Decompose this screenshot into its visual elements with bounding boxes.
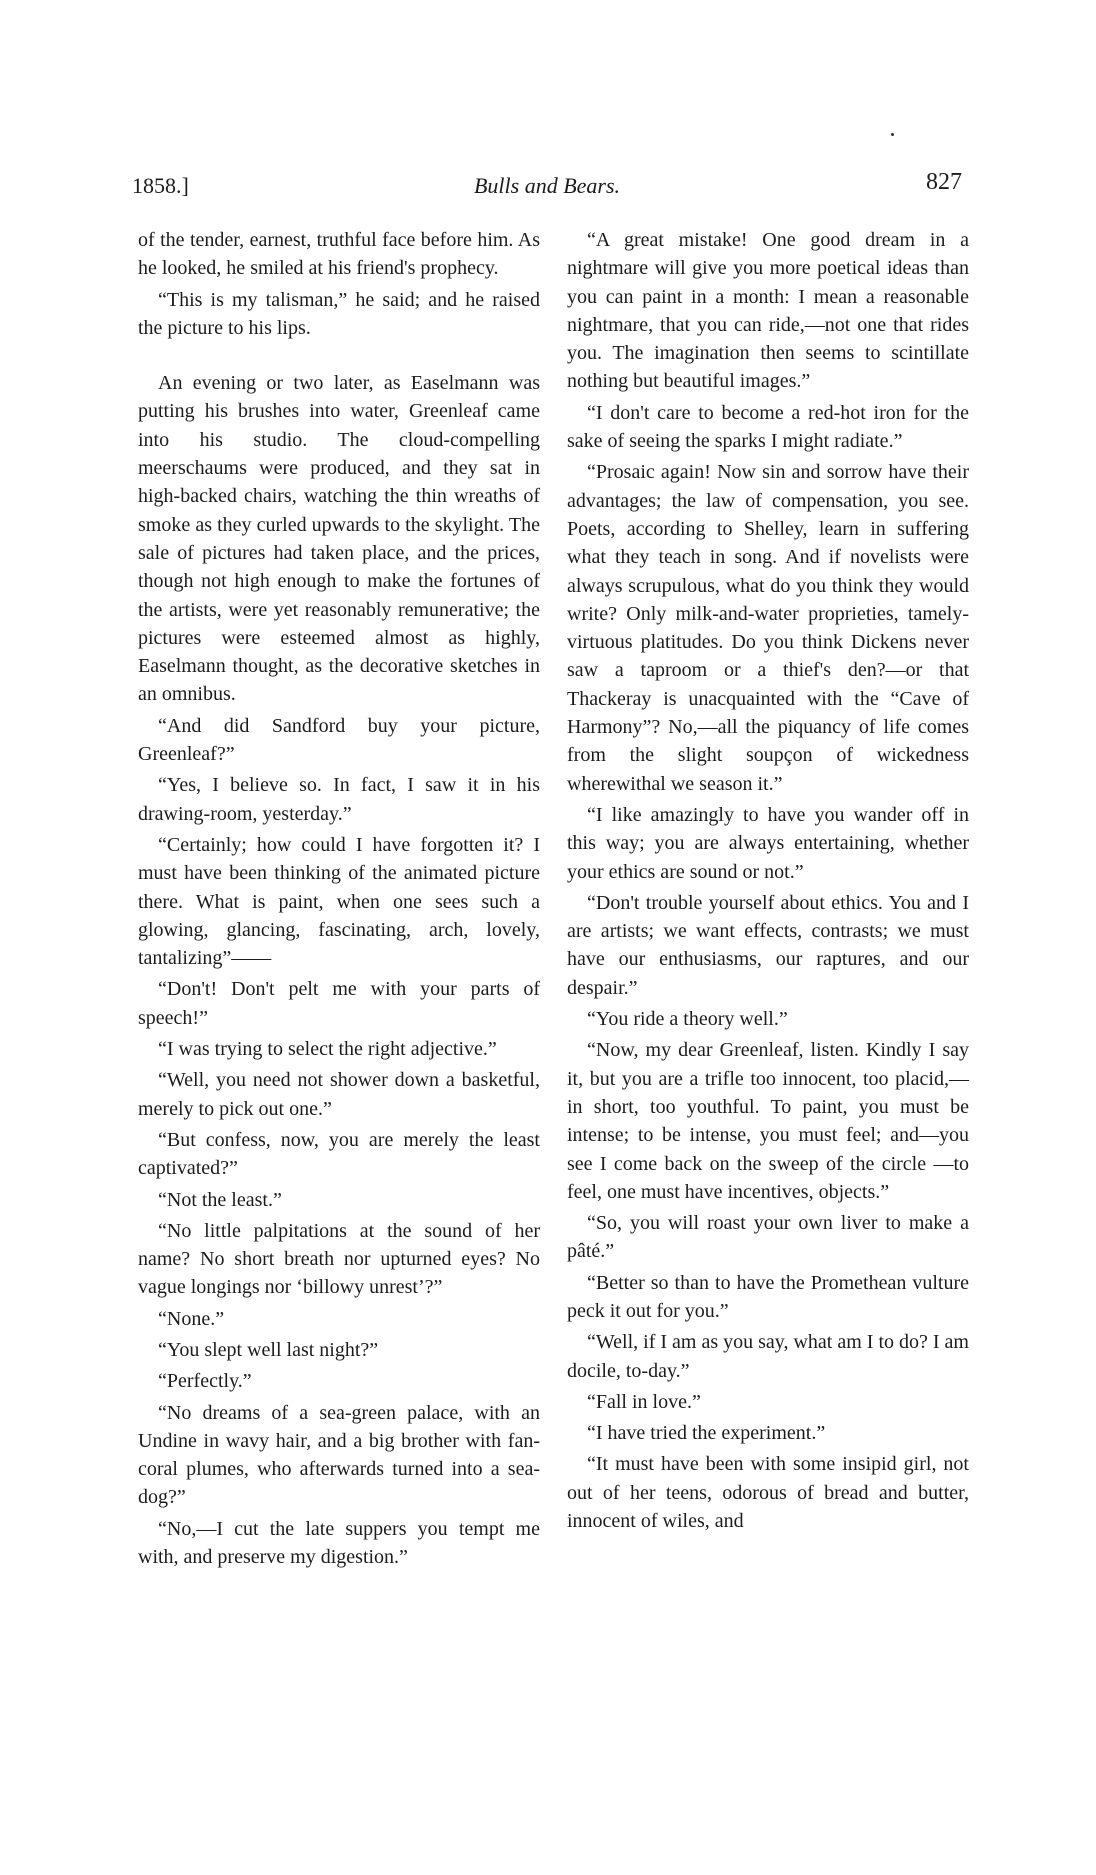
paragraph: “I don't care to become a red-hot iron for the sake of seeing the sparks I might radiate.” [567,401,969,453]
ink-speck [891,133,894,136]
paragraph: “Don't trouble yourself about ethics. You and I are artists; we want effects, contrasts; we must have our enthusiasms, our raptures, and our despair.” [567,891,969,999]
paragraph: “You ride a theory well.” [587,1008,788,1031]
paragraph: “Better so than to have the Promethean vulture peck it out for you.” [567,1271,969,1322]
page-number: 827 [926,169,962,195]
paragraph: “But confess, now, you are merely the least captivated?” [138,1128,540,1180]
paragraph: “A great mistake! One good dream in a nightmare will give you more poetical ideas than you can paint in a month: I mean a reasonable nightmare, that you can ride,—not one that rides you. The imagination then seems to scintillate nothing but beautiful images.” [567,229,969,393]
paragraph: “Perfectly.” [158,1370,252,1393]
paragraph: “Well, if I am as you say, what am I to do? I am docile, to-day.” [567,1331,969,1382]
paragraph: “So, you will roast your own liver to make a pâté.” [567,1212,969,1263]
running-header [132,169,962,213]
paragraph: “Don't! Don't pelt me with your parts of speech!” [138,978,540,1029]
left-column [138,226,540,1571]
paragraph: “Well, you need not shower down a basketful, merely to pick out one.” [138,1069,540,1120]
paragraph: “You slept well last night?” [158,1338,379,1361]
paragraph: “This is my talisman,” he said; and he raised the picture to his lips. [138,288,540,339]
paragraph: “I was trying to select the right adjective.” [158,1038,497,1061]
paragraph: of the tender, earnest, truthful face before him. As he looked, he smiled at his friend's prophecy. [138,229,540,280]
header-year: 1858.] [132,173,189,198]
right-column [567,226,969,1535]
paragraph: An evening or two later, as Easelmann was putting his brushes into water, Greenleaf came into his studio. The cloud-compelling meerschaums were produced, and they sat in high-backed chairs, watching the thin wreaths of smoke as they curled upwards to the skylight. The sale of pictures had taken place, and the prices, though not high enough to make the fortunes of the artists, were yet reasonably remunerative; the pictures were esteemed almost as highly, Easelmann thought, as the decorative sketches in an omnibus. [138,372,540,706]
paragraph: “Now, my dear Greenleaf, listen. Kindly I say it, but you are a trifle too innocent, too placid,—in short, too youthful. To paint, you must be intense; to be intense, you must feel; and—you see I come back on the sweep of the circle —to feel, one must have incentives, objects.” [567,1039,969,1203]
paragraph: “None.” [158,1307,225,1330]
paragraph: “No,—I cut the late suppers you tempt me with, and preserve my digestion.” [138,1517,540,1569]
paragraph: “Yes, I believe so. In fact, I saw it in his drawing-room, yesterday.” [138,774,540,825]
paragraph: “Not the least.” [158,1188,282,1211]
paragraph: “Fall in love.” [587,1390,701,1413]
paragraph: “No little palpitations at the sound of her name? No short breath nor upturned eyes? No vague longings nor ‘billowy unrest’?” [138,1219,540,1299]
paragraph: “And did Sandford buy your picture, Greenleaf?” [138,714,540,766]
header-title: Bulls and Bears. [473,173,621,198]
paragraph: “Certainly; how could I have forgotten it? I must have been thinking of the animated picture there. What is paint, when one sees such a glowing, glancing, fascinating, arch, lovely, tantalizing”—— [138,833,540,970]
paragraph: “No dreams of a sea-green palace, with an Undine in wavy hair, and a big brother with fan-coral plumes, who afterwards turned into a sea-dog?” [138,1401,540,1509]
paragraph: “I like amazingly to have you wander off in this way; you are always entertaining, whether your ethics are sound or not.” [567,803,969,883]
paragraph: “It must have been with some insipid girl, not out of her teens, odorous of bread and butter, innocent of wiles, and [567,1453,969,1533]
paragraph: “Prosaic again! Now sin and sorrow have their advantages; the law of compensation, you see. Poets, according to Shelley, learn in suffering what they teach in song. And if novelists were always scrupulous, what do you think they would write? Only milk-and-water proprieties, tamely-virtuous platitudes. Do you think Dickens never saw a taproom or a thief's den?—or that Thackeray is unacquainted with the “Cave of Harmony”? No,—all the piquancy of life comes from the slight soupçon of wickedness wherewithal we season it.” [567,461,969,795]
paragraph: “I have tried the experiment.” [587,1422,826,1445]
